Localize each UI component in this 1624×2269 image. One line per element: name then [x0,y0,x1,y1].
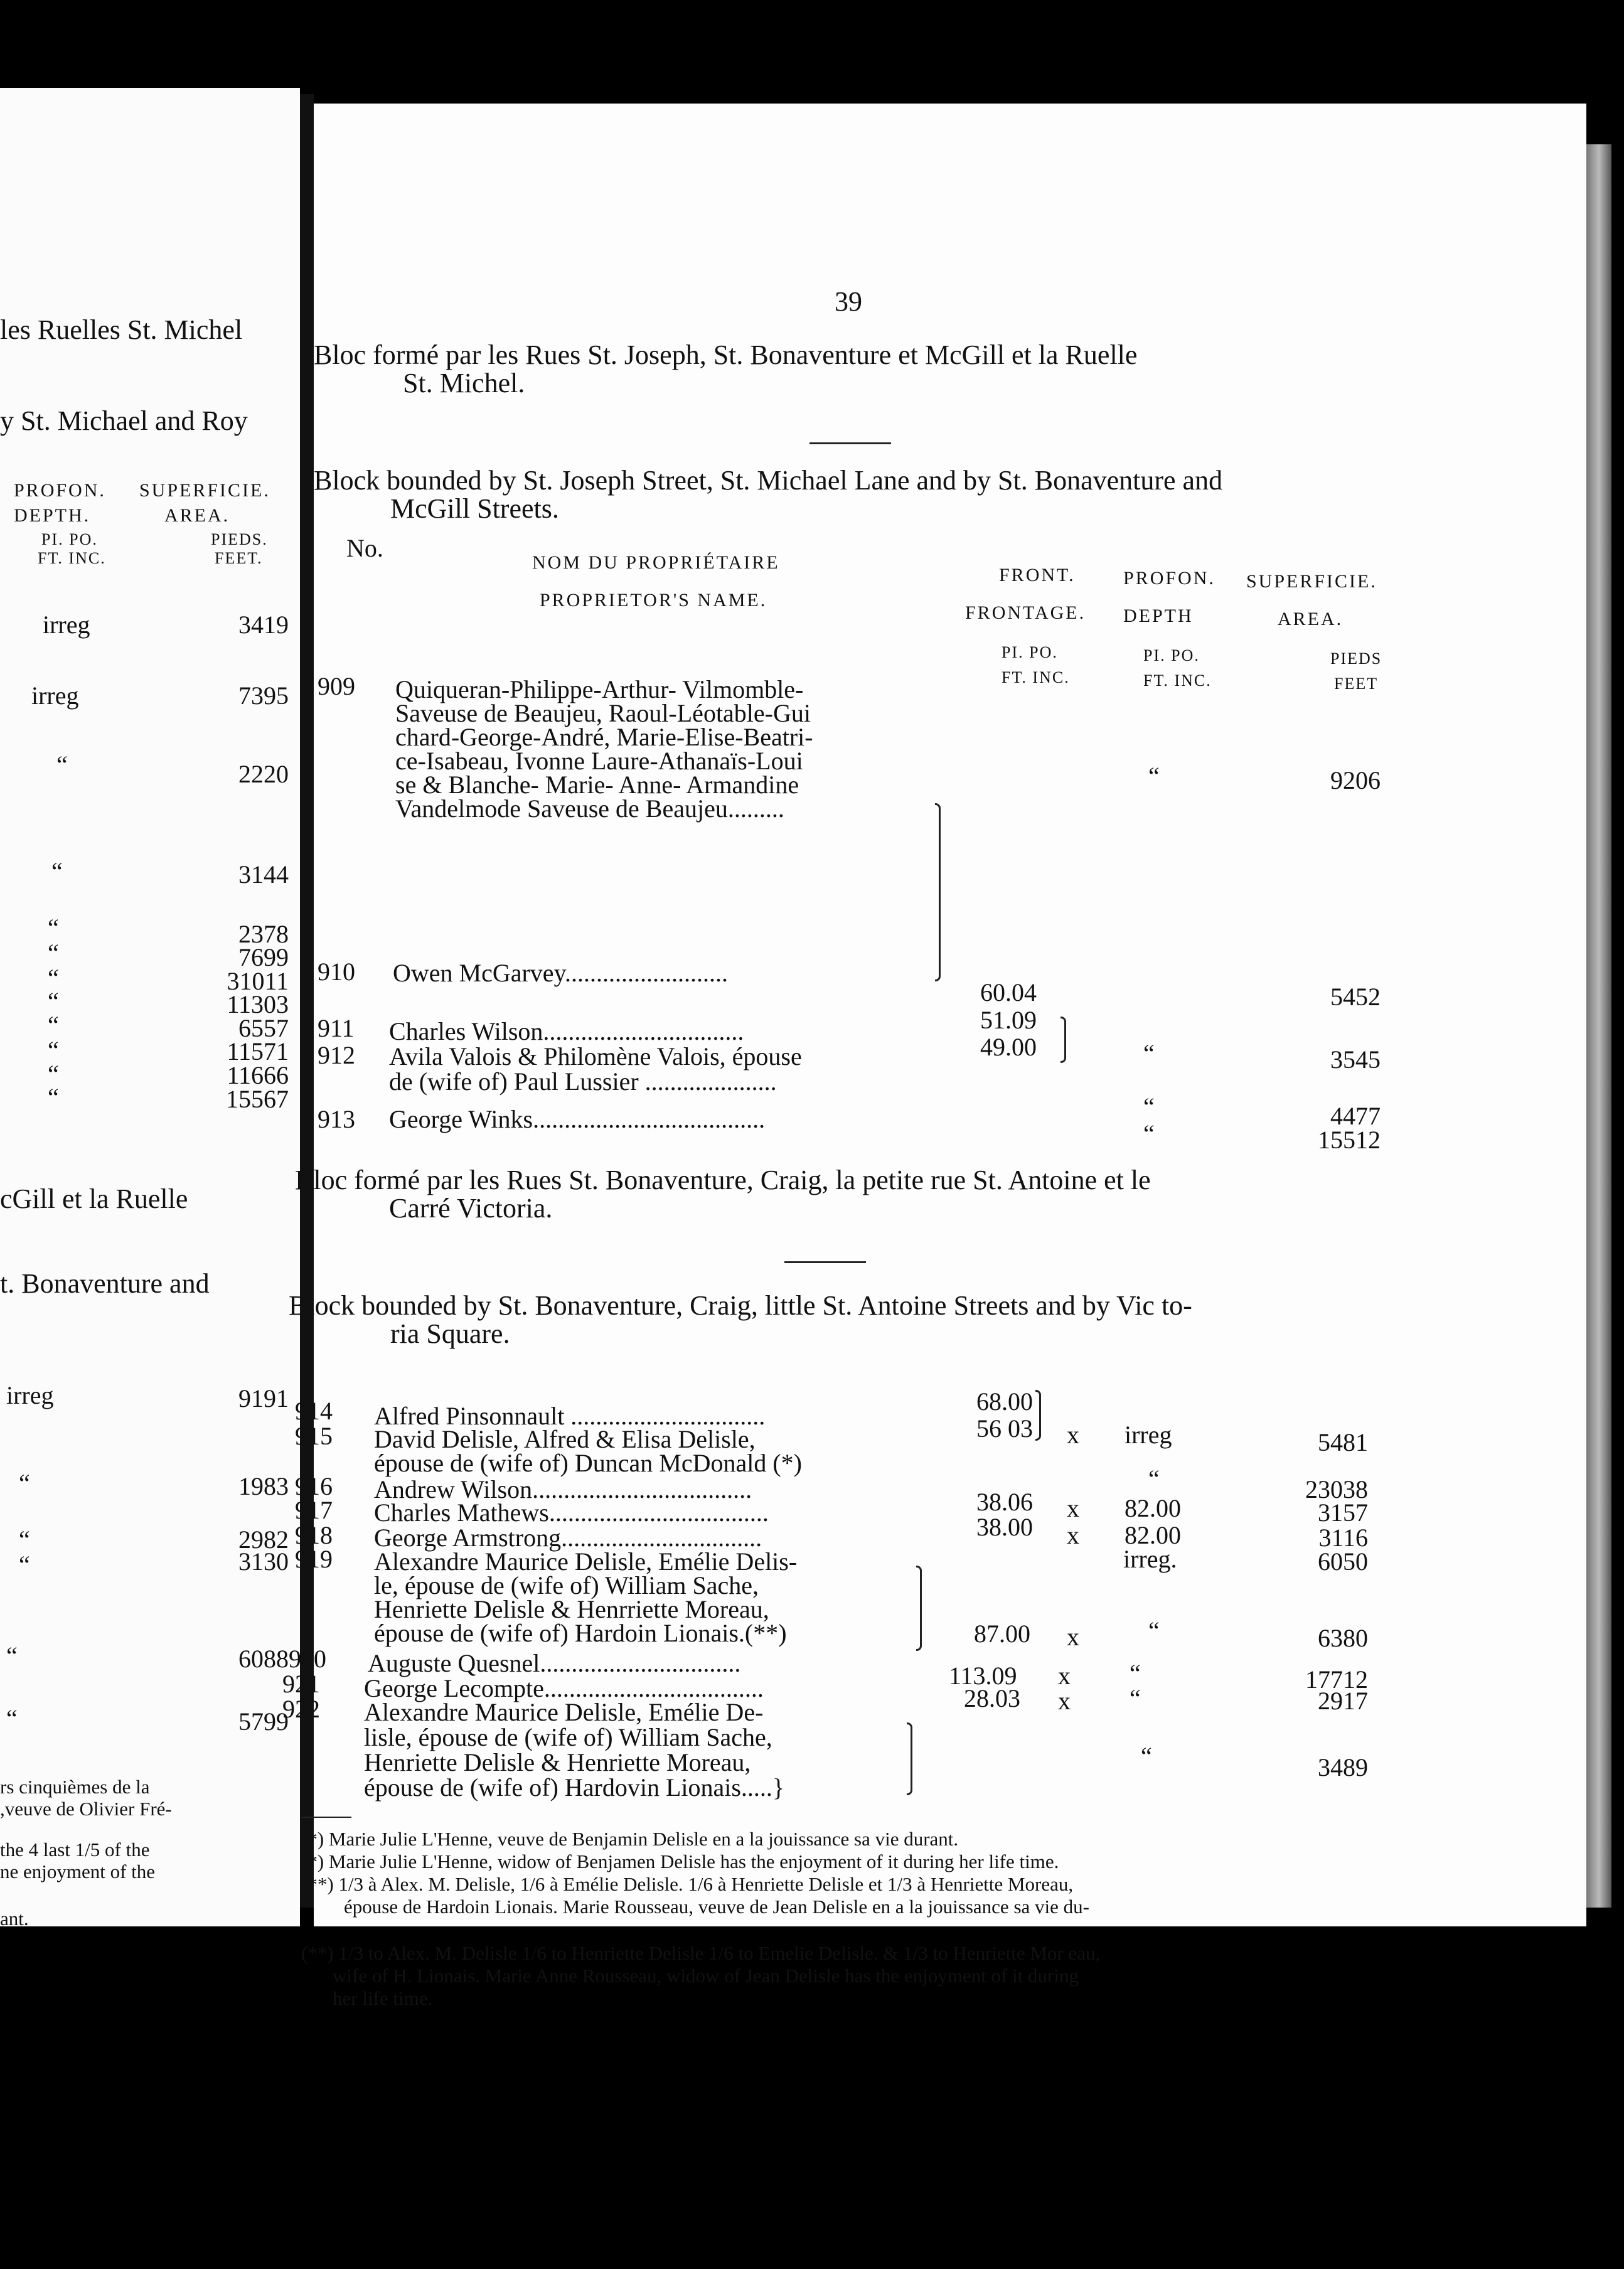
block1-title-fr-line2: St. Michel. [403,368,525,398]
header-name-en: PROPRIETOR'S NAME. [540,590,767,611]
owner-line: Alexandre Maurice Delisle, Emélie De- [364,1698,764,1726]
owner-line: Saveuse de Beaujeu, Raoul-Léotable-Gui [395,699,811,727]
owner-line: Henriette Delisle & Henrriette Moreau, [374,1595,769,1623]
row-no: 918 [295,1521,333,1549]
owner-line: le, épouse de (wife of) William Sache, [374,1571,759,1599]
left-depth-cell: “ [48,1011,59,1039]
frontage-cell: 51.09 [980,1006,1037,1034]
page-number: 39 [835,286,862,317]
brace [916,1566,922,1651]
depth-cell: irreg [1125,1421,1172,1449]
depth-cell: “ [1143,1039,1155,1067]
depth-cell: “ [1143,1119,1155,1148]
depth-cell: “ [1148,1616,1160,1645]
row-no: 915 [295,1422,333,1450]
frontage-cell: 113.09 [949,1662,1017,1690]
footnote-line: (*) Marie Julie L'Henne, widow of Benjamen Delisle has the enjoyment of it during her life time. [301,1850,1059,1872]
header-depth-3: PI. PO. [1143,646,1200,665]
block2-title-en-line2: ria Square. [390,1318,510,1349]
owner-line: Alexandre Maurice Delisle, Emélie Delis- [374,1547,798,1576]
frontage-cell: 49.00 [980,1033,1037,1061]
owner-line: se & Blanche- Marie- Anne- Armandine [395,771,799,799]
x-mark: x [1067,1421,1079,1449]
left-depth-cell: “ [48,964,59,992]
owner-line: Henriette Delisle & Henriette Moreau, [364,1748,751,1776]
owner-line: George Armstrong................................ [374,1524,762,1552]
owner-line: David Delisle, Alfred & Elisa Delisle, [374,1425,756,1453]
x-mark: x [1067,1494,1079,1522]
left-area-cell: 7699 [238,943,289,971]
footnote-line: her life time. [333,1987,433,2009]
row-no: 916 [295,1472,333,1500]
left-depth-cell: “ [6,1704,18,1732]
frontage-cell: 38.06 [976,1488,1033,1516]
owner-line: Auguste Quesnel................................ [368,1649,741,1677]
left-area-cell: 11571 [227,1037,289,1065]
owner-line: George Lecompte................................... [364,1674,764,1702]
owner-line: épouse de (wife of) Hardoin Lionais.(**) [374,1619,787,1647]
header-area-4: FEET [1334,675,1379,693]
depth-cell: 82.00 [1125,1494,1181,1522]
left-area-header-en: AREA. [164,505,230,526]
left-page [0,88,300,1930]
left-area-units-1: PIEDS. [211,530,268,548]
left-area-cell: 3144 [238,860,289,889]
block2-divider [784,1261,866,1263]
footnote-line: épouse de Hardoin Lionais. Marie Rousseau, veuve de Jean Delisle en a la jouissance sa vie du- [344,1896,1089,1918]
row-no: 912 [318,1041,355,1069]
book-gutter [300,94,314,1908]
owner-line: Avila Valois & Philomène Valois, épouse [389,1042,802,1070]
header-area-2: AREA. [1278,609,1344,629]
left-depth-cell: “ [48,987,59,1015]
left-heading2-en: t. Bonaventure and [0,1268,210,1299]
left-note-line: the 4 last 1/5 of the [0,1839,150,1861]
left-depth-header-fr: PROFON. [14,480,106,501]
header-area-3: PIEDS [1330,649,1382,668]
depth-cell: irreg. [1123,1545,1177,1573]
owner-line: Quiqueran-Philippe-Arthur- Vilmomble- [395,675,804,703]
block2-title-fr-line1: Bloc formé par les Rues St. Bonaventure, Craig, la petite rue St. Antoine et le [295,1165,1151,1195]
left-depth-cell: “ [48,1083,59,1111]
left-depth-units-2: FT. INC. [38,549,106,567]
left-heading-en: y St. Michael and Roy [0,405,248,436]
left-depth-cell: irreg [43,611,90,639]
left-area-cell: 9191 [238,1384,289,1412]
x-mark: x [1067,1521,1079,1549]
brace [1060,1017,1066,1063]
owner-line: Alfred Pinsonnault ............................... [374,1402,766,1430]
area-cell: 15512 [1318,1126,1381,1154]
left-area-cell: 1983 [238,1472,289,1500]
left-area-cell: 3130 [238,1547,289,1576]
area-cell: 9206 [1330,766,1381,794]
left-area-cell: 6088 [238,1645,289,1673]
area-cell: 3545 [1330,1045,1381,1074]
row-no: 922 [282,1695,320,1723]
owner-line: Andrew Wilson................................... [374,1475,752,1503]
row-no: 910 [318,958,355,986]
header-front-4: FT. INC. [1002,668,1070,686]
left-depth-cell: irreg [6,1381,54,1409]
left-depth-cell: “ [56,750,68,779]
left-area-cell: 2982 [238,1525,289,1554]
header-front-3: PI. PO. [1002,643,1058,661]
left-depth-cell: “ [19,1525,30,1554]
row-no: 913 [318,1105,355,1133]
area-cell: 2917 [1318,1687,1368,1715]
header-depth-1: PROFON. [1123,568,1215,589]
left-heading2-fr: cGill et la Ruelle [0,1183,188,1214]
frontage-cell: 60.04 [980,978,1037,1006]
depth-cell: “ [1141,1742,1152,1770]
left-area-cell: 11303 [227,990,289,1018]
left-area-cell: 11666 [227,1061,289,1089]
owner-line: Charles Mathews................................... [374,1498,769,1527]
left-depth-header-en: DEPTH. [14,505,91,526]
left-note-ant: ant. [0,1908,29,1930]
owner-line: ce-Isabeau, Ivonne Laure-Athanaïs-Loui [395,747,803,775]
row-no: 917 [295,1496,333,1524]
left-area-cell: 2378 [238,920,289,948]
frontage-cell: 87.00 [974,1620,1030,1648]
area-cell: 3157 [1318,1498,1368,1527]
left-depth-cell: “ [48,914,59,942]
depth-cell: “ [1130,1659,1141,1687]
footnote-line: (**) 1/3 à Alex. M. Delisle, 1/6 à Emélie Delisle. 1/6 à Henriette Delisle et 1/3 à Henriette Moreau, [301,1873,1074,1895]
block1-divider [809,442,891,444]
depth-cell: “ [1148,762,1160,790]
block2-title-en-line1: Block bounded by St. Bonaventure, Craig, little St. Antoine Streets and by Vic to- [289,1290,1192,1321]
footnote-line: (*) Marie Julie L'Henne, veuve de Benjamin Delisle en a la jouissance sa vie durant. [301,1828,959,1850]
owner-line: Vandelmode Saveuse de Beaujeu......... [395,794,784,823]
left-depth-cell: “ [48,939,59,967]
header-name-fr: NOM DU PROPRIÉTAIRE [532,552,780,573]
left-heading-fr: les Ruelles St. Michel [0,314,243,345]
area-cell: 6380 [1318,1624,1368,1652]
header-depth-4: FT. INC. [1143,671,1212,690]
left-depth-cell: “ [6,1642,18,1670]
owner-line: Charles Wilson................................ [389,1017,744,1045]
depth-cell: “ [1143,1092,1155,1121]
brace [1035,1390,1041,1441]
left-depth-cell: “ [48,1036,59,1064]
area-cell: 5452 [1330,983,1381,1011]
owner-line: de (wife of) Paul Lussier ..................... [389,1067,777,1096]
header-area-1: SUPERFICIE. [1246,571,1377,592]
row-no: 921 [282,1670,320,1698]
owner-line: George Winks..................................... [389,1105,766,1133]
row-no: 911 [318,1014,355,1042]
block1-title-fr-line1: Bloc formé par les Rues St. Joseph, St. Bonaventure et McGill et la Ruelle [314,339,1138,370]
row-no: 909 [318,672,355,700]
block1-title-en-line1: Block bounded by St. Joseph Street, St. Michael Lane and by St. Bonaventure and [314,465,1223,496]
footnote-line: wife of H. Lionais. Marie Anne Rousseau, widow of Jean Delisle has the enjoyment of it during [333,1965,1079,1987]
brace [907,1722,912,1795]
x-mark: x [1058,1687,1071,1715]
area-cell: 5481 [1318,1428,1368,1456]
row-no: 914 [295,1397,333,1425]
header-front-2: FRONTAGE. [965,602,1086,623]
owner-line: épouse de (wife of) Duncan McDonald (*) [374,1449,802,1477]
left-depth-cell: “ [48,1060,59,1088]
footnote-rule [301,1817,351,1818]
frontage-cell: 38.00 [976,1513,1033,1541]
left-area-cell: 5799 [238,1707,289,1736]
header-front-1: FRONT. [999,565,1076,585]
left-depth-units-1: PI. PO. [41,530,98,548]
left-area-cell: 6557 [238,1014,289,1042]
area-cell: 3116 [1318,1524,1368,1552]
area-cell: 23038 [1305,1475,1368,1503]
left-note-line: ne enjoyment of the [0,1861,156,1882]
left-depth-cell: “ [19,1469,30,1497]
area-cell: 3489 [1318,1753,1368,1781]
header-depth-2: DEPTH [1123,606,1194,626]
frontage-cell: 68.00 [976,1387,1033,1416]
owner-line: épouse de (wife of) Hardovin Lionais.....} [364,1773,785,1802]
left-note-line: rs cinquièmes de la [0,1776,150,1798]
block1-title-en-line2: McGill Streets. [390,493,559,524]
row-no: 919 [295,1545,333,1573]
depth-cell: “ [1130,1684,1141,1712]
area-cell: 17712 [1305,1665,1368,1694]
owner-line: Owen McGarvey.......................... [393,959,728,987]
left-depth-cell: irreg [31,681,79,710]
left-area-cell: 31011 [227,967,289,995]
footnote-line: (**) 1/3 to Alex. M. Delisle 1/6 to Henriette Delisle 1/6 to Emelie Delisle. & 1/3 to Henriette Mor eau, [301,1942,1101,1964]
owner-line: lisle, épouse de (wife of) William Sache, [364,1723,772,1751]
x-mark: x [1058,1662,1071,1690]
x-mark: x [1067,1623,1079,1651]
depth-cell: 82.00 [1125,1521,1181,1549]
area-cell: 6050 [1318,1547,1368,1576]
brace [935,803,941,981]
left-area-header-fr: SUPERFICIE. [139,480,270,501]
left-area-cell: 7395 [238,681,289,710]
frontage-cell: 28.03 [964,1684,1020,1712]
frontage-cell: 56 03 [976,1414,1033,1443]
left-depth-cell: “ [51,857,63,885]
depth-cell: “ [1148,1465,1160,1493]
page-edge [1586,144,1611,1908]
left-area-cell: 3419 [238,611,289,639]
left-area-cell: 15567 [226,1085,289,1113]
owner-line: chard-George-André, Marie-Elise-Beatri- [395,723,813,751]
left-area-cell: 2220 [238,760,289,788]
row-no: 920 [289,1645,326,1673]
header-no: No. [346,534,383,562]
block2-title-fr-line2: Carré Victoria. [389,1193,553,1224]
left-area-units-2: FEET. [215,549,263,567]
left-depth-cell: “ [19,1551,30,1579]
right-page [282,104,1586,2009]
area-cell: 4477 [1330,1102,1381,1130]
left-note-line: ,veuve de Olivier Fré- [0,1798,172,1820]
